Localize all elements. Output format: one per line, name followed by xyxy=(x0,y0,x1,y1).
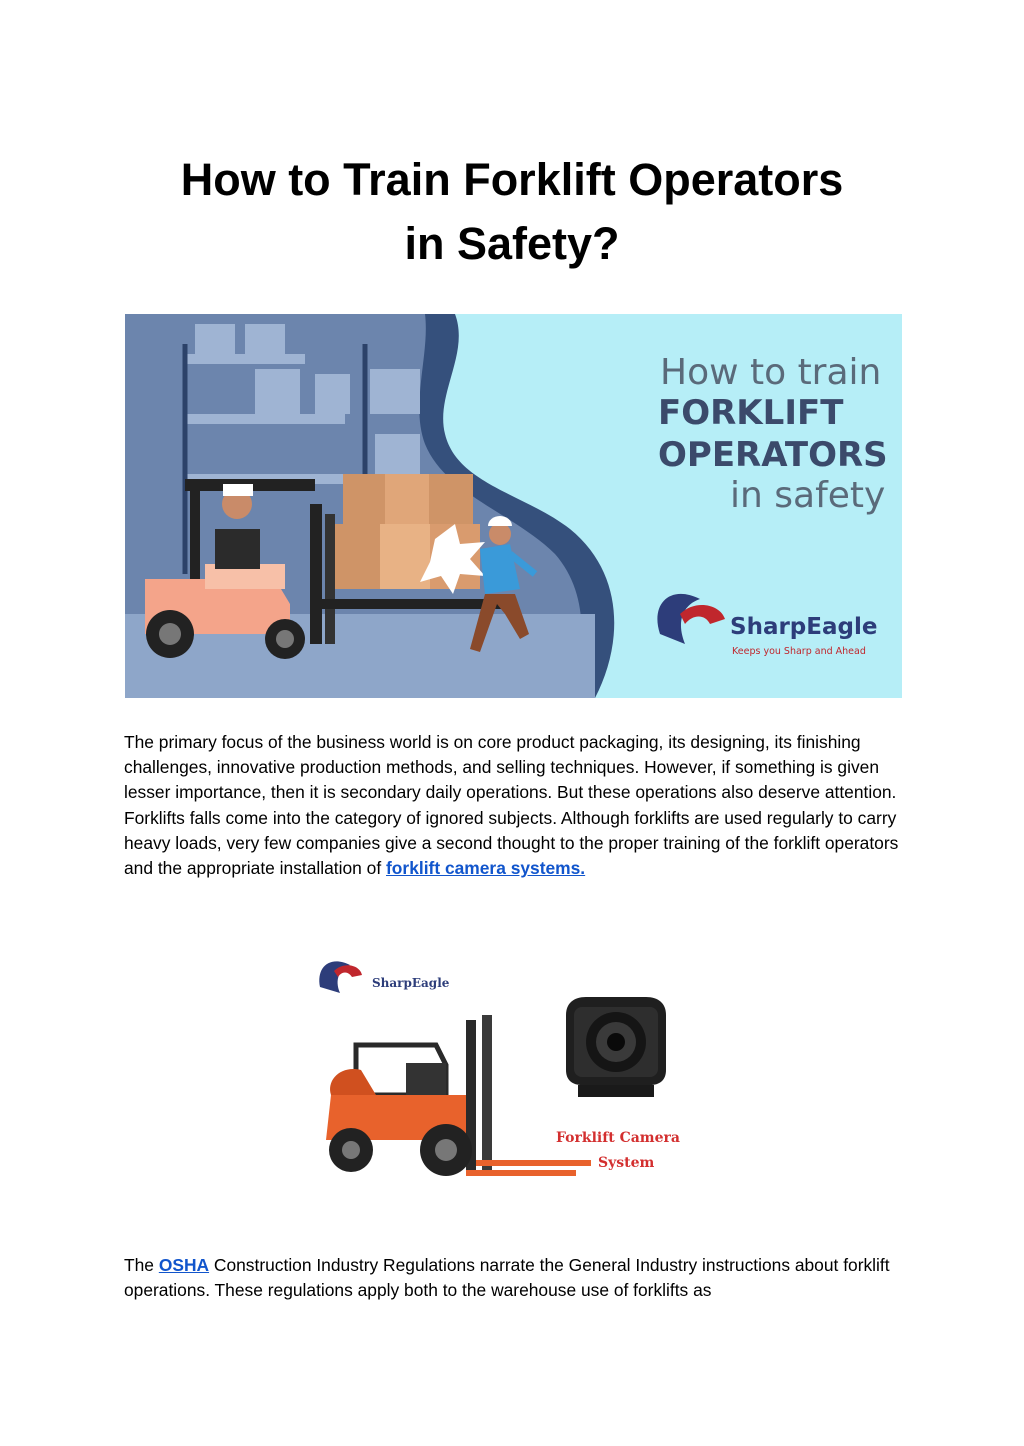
hero-headline-line-1: How to train xyxy=(660,352,882,393)
intro-paragraph xyxy=(124,730,914,881)
hero-headline-line-4: in safety xyxy=(730,475,886,516)
forklift-camera-systems-link[interactable]: forklift camera systems. xyxy=(386,858,586,879)
osha-link[interactable]: OSHA xyxy=(158,1255,210,1275)
hero-brand-tagline: Keeps you Sharp and Ahead xyxy=(732,646,866,657)
page-title xyxy=(0,148,1024,276)
product-caption-line-2: System xyxy=(598,1155,655,1171)
forklift-camera-product-image xyxy=(316,945,706,1207)
product-caption-line-1: Forklift Camera xyxy=(556,1130,680,1146)
hero-headline-line-2: FORKLIFT xyxy=(658,393,844,433)
title-line-1: How to Train Forklift Operators xyxy=(180,154,844,205)
title-line-2: in Safety? xyxy=(404,218,620,269)
backup-camera-photo xyxy=(566,997,666,1097)
hero-banner-image xyxy=(125,314,902,698)
hero-brand-name: SharpEagle xyxy=(730,614,878,640)
osha-paragraph xyxy=(124,1253,914,1303)
hero-headline-line-3: OPERATORS xyxy=(658,435,888,475)
osha-paragraph-prefix: The xyxy=(124,1255,159,1275)
product-brand-name: SharpEagle xyxy=(372,976,450,990)
intro-paragraph-text: The primary focus of the business world is on core product packaging, its designing, its finishing challenges, innovative production methods, and selling techniques. However, if something is given lesser importance, then it is secondary daily operations. But these operations also deserve attention. Forklifts falls come into the category of ignored subjects. Although forklifts are used regularly to carry heavy loads, very few companies give a second thought to the proper training of the forklift operators and the appropriate installation of xyxy=(124,732,899,879)
osha-paragraph-text: Construction Industry Regulations narrate the General Industry instructions about forklift operations. These regulations apply both to the warehouse use of forklifts as xyxy=(124,1255,890,1301)
